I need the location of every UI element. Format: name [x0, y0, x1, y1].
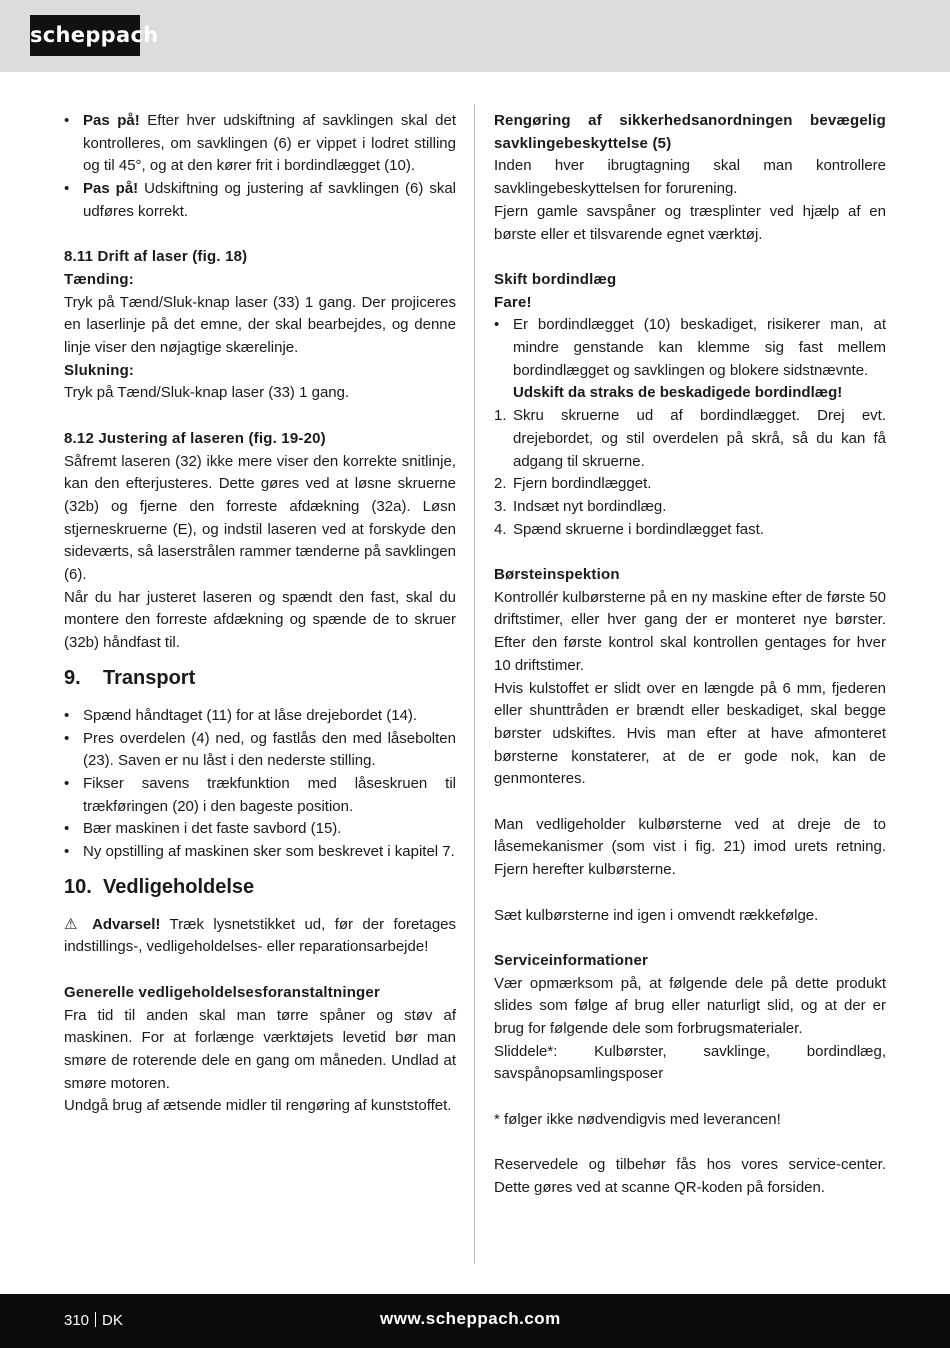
- list-item: [64, 818, 456, 841]
- list-item-text: Efter hver udskiftning af savklingen skal det kontrolleres, om savklingen (6) er vippet i lodret stilling og til 45°, og at den kører frit i bordindlægget (10).: [83, 112, 456, 175]
- paragraph: Hvis kulstoffet er slidt over en længde på 6 mm, fjederen eller shunttråden er brændt eller beskadiget, skal begge børster udskiftes. Hvis man efter at have afmonteret børsterne konstaterer, at de er gode nok, kan de genmonteres.: [494, 679, 886, 788]
- list-item-text: Bær maskinen i det faste savbord (15).: [83, 820, 342, 838]
- list-item-text: Udskiftning og justering af savklingen (6) skal udføres korrekt.: [83, 180, 456, 220]
- page-number: 310: [64, 1312, 90, 1329]
- header-bar: [0, 0, 950, 72]
- list-item: [64, 841, 456, 864]
- paragraph: Tryk på Tænd/Sluk-knap laser (33) 1 gang.: [64, 384, 350, 402]
- step-number: 2.: [494, 475, 507, 493]
- section-heading: Generelle vedligeholdelsesforanstaltninger: [64, 983, 380, 1001]
- list-item: [64, 110, 456, 178]
- step-text: Indsæt nyt bordindlæg.: [513, 497, 667, 515]
- paragraph: Tryk på Tænd/Sluk-knap laser (33) 1 gang. Der projiceres en laserlinje på det emne, der skal bearbejdes, og denne linje viser den nøjagtige skærelinje.: [64, 293, 456, 357]
- bullet-icon: •: [64, 112, 70, 129]
- chapter-name: Vedligeholdelse: [103, 875, 255, 898]
- section-heading: Børsteinspektion: [494, 566, 620, 584]
- list-item-text: Er bordindlægget (10) beskadiget, risikerer man, at mindre genstande kan klemme sig fast mellem bordindlægget og savklingen og blokere sidstnævnte.: [513, 316, 886, 379]
- bullet-icon: •: [64, 706, 70, 724]
- paragraph: Vær opmærksom på, at følgende dele på dette produkt slides som følge af brug eller naturligt slid, og at der er brug for følgende dele som forbrugsmaterialer.: [494, 974, 886, 1038]
- website-link[interactable]: www.scheppach.com: [380, 1309, 561, 1328]
- step-text: Spænd skruerne i bordindlægget fast.: [513, 520, 764, 538]
- right-column: [494, 110, 886, 1200]
- list-item-text: Pres overdelen (4) ned, og fastlås den med låsebolten (23). Saven er nu låst i den nederste stilling.: [83, 729, 456, 770]
- paragraph: Sæt kulbørsterne ind igen i omvendt rækkefølge.: [494, 906, 819, 924]
- paragraph: Fjern gamle savspåner og træsplinter ved hjælp af en børste eller et tilsvarende egnet værktøj.: [494, 202, 886, 243]
- section-heading: Skift bordindlæg: [494, 270, 617, 288]
- bullet-icon: •: [494, 316, 500, 334]
- scheppach-logo: scheppach: [30, 15, 140, 56]
- caution-label: Pas på!: [83, 112, 140, 129]
- paragraph: Reservedele og tilbehør fås hos vores service-center. Dette gøres ved at scanne QR-koden på forsiden.: [494, 1156, 886, 1196]
- numbered-item: [494, 496, 886, 519]
- subheading: Slukning:: [64, 361, 135, 379]
- bullet-icon: •: [64, 774, 70, 792]
- paragraph: Såfremt laseren (32) ikke mere viser den korrekte snitlinje, kan den efterjusteres. Dette gøres ved at løsne skruerne (32b) og fjerne den forreste afdækning (32a). Løsn stjerneskruerne (E), og indstil laseren ved at forskyde den sideværts, så laserstrålen rammer tænderne på savklingen (6).: [64, 452, 456, 584]
- numbered-item: [494, 473, 886, 496]
- section-heading: 8.12 Justering af laseren (fig. 19-20): [64, 429, 326, 447]
- step-text: Skru skruerne ud af bordindlægget. Drej evt. drejebordet, og stil overdelen på skrå, så du kan få adgang til skruerne.: [513, 407, 886, 470]
- step-text: Fjern bordindlægget.: [513, 475, 652, 493]
- paragraph: Undgå brug af ætsende midler til rengøring af kunststoffet.: [64, 1097, 452, 1115]
- chapter-name: Transport: [103, 666, 196, 689]
- paragraph: Fra tid til anden skal man tørre spåner og støv af maskinen. For at forlænge værktøjets levetid bør man smøre de roterende dele en gang om måneden. Undlad at smøre motoren.: [64, 1006, 456, 1092]
- list-item-text: Fikser savens trækfunktion med låseskruen til trækføringen (20) i den bageste position.: [83, 774, 456, 815]
- numbered-item: [494, 405, 886, 473]
- paragraph: Kontrollér kulbørsterne på en ny maskine efter de første 50 driftstimer, eller hver gang der er monteret nye børster. Efter den første kontrol skal kontrollen gentages for hver 10 driftstimer.: [494, 588, 886, 674]
- section-heading: 8.11 Drift af laser (fig. 18): [64, 248, 248, 266]
- list-item-text: Spænd håndtaget (11) for at låse drejebordet (14).: [83, 706, 418, 724]
- chapter-number: 10.: [64, 875, 92, 898]
- paragraph: Inden hver ibrugtagning skal man kontrollere savklingebeskyttelsen for forurening.: [494, 157, 886, 198]
- caution-label: Pas på!: [83, 180, 139, 198]
- subheading: Tænding:: [64, 270, 134, 288]
- step-number: 4.: [494, 520, 507, 538]
- section-heading: Rengøring af sikkerhedsanordningen bevægelig savklingebeskyttelse (5): [494, 112, 886, 152]
- step-number: 3.: [494, 497, 507, 515]
- bullet-icon: •: [64, 180, 70, 198]
- warning-label: Advarsel!: [92, 915, 161, 933]
- emphasis-text: Udskift da straks de beskadigede bordindlæg!: [513, 384, 843, 402]
- list-item: [494, 314, 886, 405]
- language-code: DK: [102, 1312, 123, 1329]
- danger-label: Fare!: [494, 293, 532, 311]
- warning-text: Træk lysnetstikket ud, før der foretages indstillings-, vedligeholdelses- eller reparationsarbejde!: [64, 915, 457, 956]
- bullet-icon: •: [64, 820, 70, 838]
- paragraph: Man vedligeholder kulbørsterne ved at dreje de to låsemekanismer (som vist i fig. 21) imod urets retning. Fjern herefter kulbørsterne.: [494, 815, 886, 879]
- list-item: [64, 773, 456, 818]
- list-item: [64, 728, 456, 773]
- numbered-item: [494, 519, 886, 542]
- chapter-number: 9.: [64, 666, 81, 689]
- paragraph: Sliddele*: Kulbørster, savklinge, bordindlæg, savspånopsamlingsposer: [494, 1042, 886, 1083]
- list-item: [64, 705, 456, 728]
- page-indicator: [64, 1310, 123, 1332]
- column-divider: [474, 104, 475, 1264]
- list-item-text: Ny opstilling af maskinen sker som beskrevet i kapitel 7.: [83, 843, 455, 861]
- section-heading: Serviceinformationer: [494, 951, 649, 969]
- bullet-icon: •: [64, 729, 70, 747]
- step-number: 1.: [494, 407, 507, 425]
- footer-bar: [0, 1294, 950, 1348]
- list-item: [64, 178, 456, 223]
- separator: [95, 1312, 96, 1327]
- bullet-icon: •: [64, 843, 70, 861]
- paragraph: Når du har justeret laseren og spændt den fast, skal du montere den forreste afdækning og spænde de to skruer (32b) håndfast til.: [64, 588, 456, 652]
- chapter-title: [64, 874, 456, 900]
- warning-paragraph: [64, 914, 456, 959]
- left-column: [64, 110, 456, 1118]
- warning-triangle-icon: ⚠: [64, 915, 83, 933]
- chapter-title: [64, 665, 456, 691]
- footnote: * følger ikke nødvendigvis med leverancen!: [494, 1110, 781, 1128]
